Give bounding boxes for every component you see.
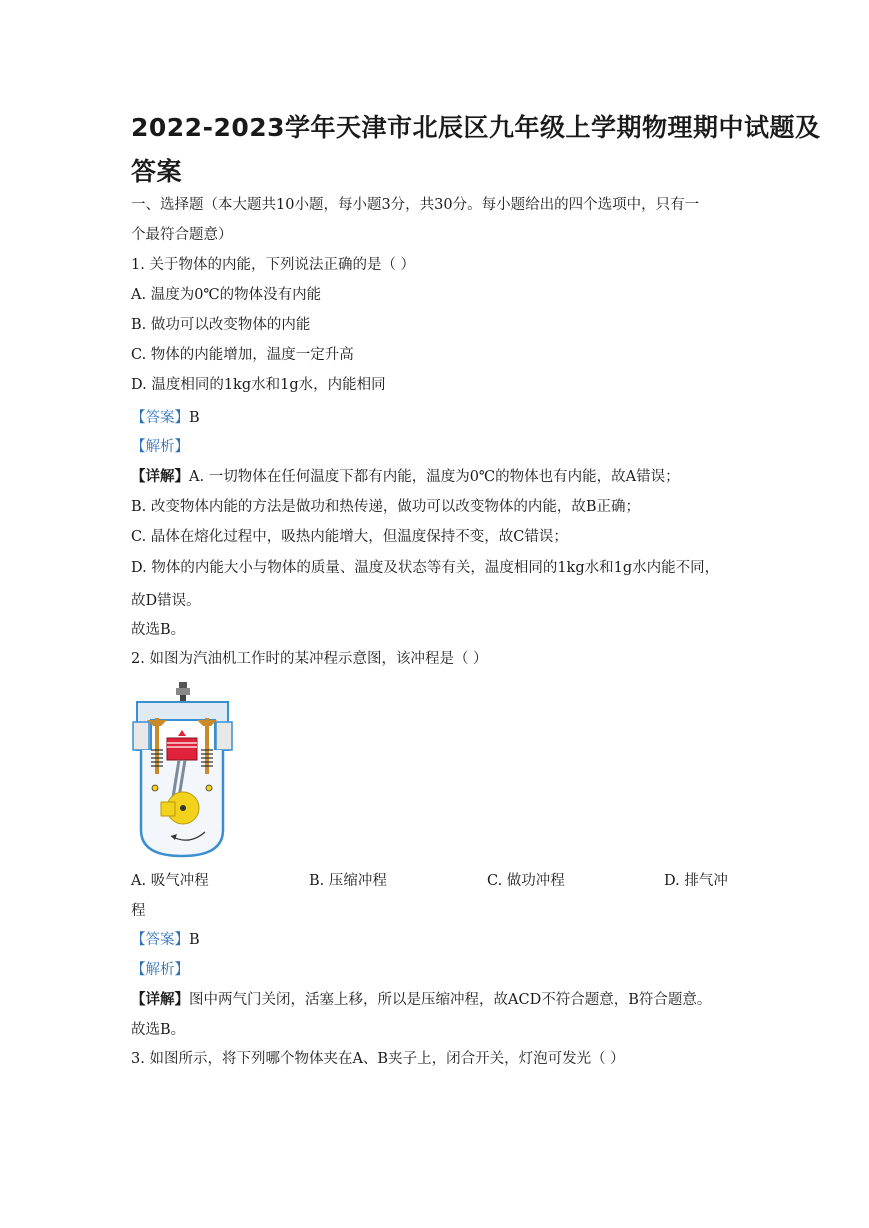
q1-detail-line-1 <box>131 470 680 485</box>
detail-text: A. 一切物体在任何温度下都有内能，温度为0℃的物体也有内能，故A错误； <box>189 469 680 485</box>
q2-detail <box>131 993 711 1008</box>
q2-conclusion: 故选B。 <box>131 1022 186 1038</box>
intake-port <box>133 722 149 750</box>
q1-option-c: C. 物体的内能增加，温度一定升高 <box>131 347 354 363</box>
q2-option-d: D. 排气冲 <box>664 873 728 889</box>
q1-answer <box>131 411 200 426</box>
q1-analysis-label: 【解析】 <box>131 439 189 455</box>
exhaust-port <box>216 722 232 750</box>
page-title-line-1: 2022-2023学年天津市北辰区九年级上学期物理期中试题及 <box>131 113 821 142</box>
detail-label: 【详解】 <box>131 468 189 485</box>
detail-text: 图中两气门关闭，活塞上移，所以是压缩冲程，故ACD不符合题意，B符合题意。 <box>189 992 712 1008</box>
detail-label: 【详解】 <box>131 991 189 1008</box>
q1-detail-line-5: 故D错误。 <box>131 593 201 609</box>
page-title-line-2: 答案 <box>131 157 183 186</box>
q1-detail-line-3: C. 晶体在熔化过程中，吸热内能增大，但温度保持不变，故C错误； <box>131 529 568 545</box>
q1-detail-line-2: B. 改变物体内能的方法是做功和热传递，做功可以改变物体的内能，故B正确； <box>131 499 641 515</box>
q1-option-d: D. 温度相同的1kg水和1g水，内能相同 <box>131 377 386 393</box>
q1-detail-line-4: D. 物体的内能大小与物体的质量、温度及状态等有关，温度相同的1kg水和1g水内能不同， <box>131 560 720 576</box>
answer-label: 【答案】 <box>131 410 189 426</box>
answer-label: 【答案】 <box>131 932 189 948</box>
section-heading-line-1: 一、选择题（本大题共10小题，每小题3分，共30分。每小题给出的四个选项中，只有一 <box>131 197 700 213</box>
answer-value: B <box>189 932 200 948</box>
q1-option-a: A. 温度为0℃的物体没有内能 <box>131 287 322 303</box>
q2-option-b: B. 压缩冲程 <box>309 873 387 889</box>
q1-option-b: B. 做功可以改变物体的内能 <box>131 317 311 333</box>
q2-option-a: A. 吸气冲程 <box>131 873 209 889</box>
q3-stem: 3. 如图所示，将下列哪个物体夹在A、B夹子上，闭合开关，灯泡可发光（ ） <box>131 1051 625 1067</box>
q2-option-c: C. 做功冲程 <box>487 873 565 889</box>
q1-conclusion: 故选B。 <box>131 622 186 638</box>
engine-diagram <box>131 680 234 860</box>
q2-analysis-label: 【解析】 <box>131 962 189 978</box>
piston-icon <box>167 730 197 760</box>
q1-stem: 1. 关于物体的内能，下列说法正确的是（ ） <box>131 257 416 273</box>
spark-plug-icon <box>176 682 190 703</box>
q2-option-d-wrap: 程 <box>131 903 146 919</box>
section-heading-line-2: 个最符合题意） <box>131 227 233 243</box>
q2-answer <box>131 933 200 948</box>
answer-value: B <box>189 410 200 426</box>
q2-stem: 2. 如图为汽油机工作时的某冲程示意图，该冲程是（ ） <box>131 651 488 667</box>
